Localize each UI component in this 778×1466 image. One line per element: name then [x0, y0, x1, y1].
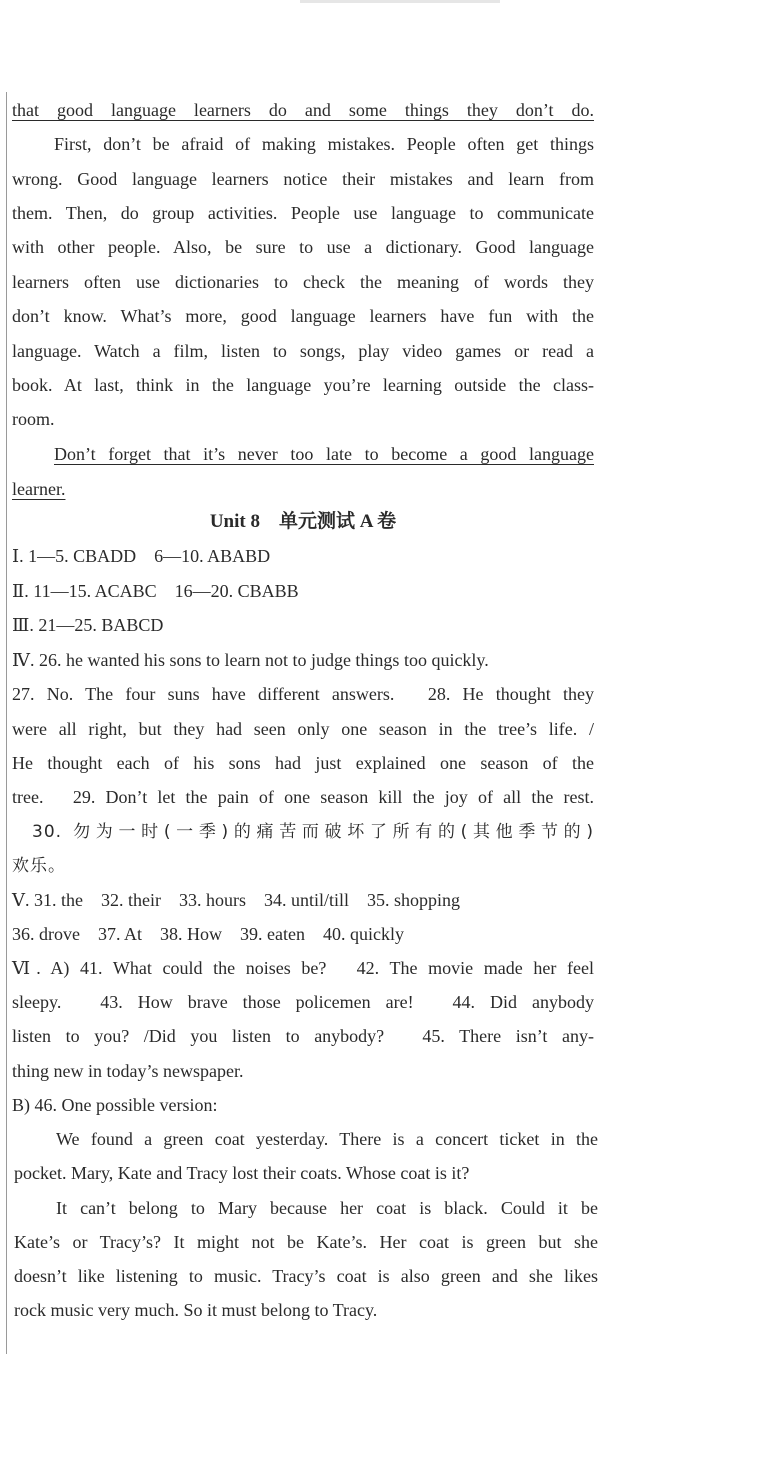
answer-line: Ⅴ. 31. the 32. their 33. hours 34. until/till 35. shopping [12, 890, 460, 910]
answer-line: thing new in today’s newspaper. [12, 1061, 244, 1081]
answer-line: sleepy. 43. How brave those policemen are! 44. Did anybody [12, 992, 594, 1012]
answer-line: B) 46. One possible version: [12, 1095, 218, 1115]
answer-line: 27. No. The four suns have different answers. 28. He thought they [12, 684, 594, 704]
scan-artifact [300, 0, 500, 3]
passage-line: them. Then, do group activities. People use language to communicate [12, 203, 594, 223]
passage-line: wrong. Good language learners notice their mistakes and learn from [12, 169, 594, 189]
answer-line: Ⅵ. A) 41. What could the noises be? 42. The movie made her feel [12, 958, 594, 978]
passage-line: book. At last, think in the language you’re learning outside the class- [12, 375, 594, 395]
passage-line: language. Watch a film, listen to songs, play video games or read a [12, 341, 594, 361]
passage-line: learners often use dictionaries to check the meaning of words they [12, 272, 594, 292]
answer-line: were all right, but they had seen only one season in the tree’s life. / [12, 719, 594, 739]
answer-line: tree. 29. Don’t let the pain of one season kill the joy of all the rest. [12, 787, 594, 807]
answer-line: Ⅳ. 26. he wanted his sons to learn not to judge things too quickly. [12, 650, 489, 670]
passage-line: with other people. Also, be sure to use a dictionary. Good language [12, 237, 594, 257]
margin-rule [6, 92, 7, 1354]
essay-line: We found a green coat yesterday. There is a concert ticket in the [56, 1129, 598, 1149]
answer-line: 36. drove 37. At 38. How 39. eaten 40. quickly [12, 924, 404, 944]
answer-line-chinese: 30. 勿为一时(一季)的痛苦而破坏了所有的(其他季节的) [32, 822, 594, 842]
answer-line: listen to you? /Did you listen to anybody? 45. There isn’t any- [12, 1026, 594, 1046]
answer-line: Ⅲ. 21—25. BABCD [12, 615, 164, 635]
answer-line: He thought each of his sons had just explained one season of the [12, 753, 594, 773]
essay-line: rock music very much. So it must belong to Tracy. [14, 1300, 378, 1320]
answer-line-chinese: 欢乐。 [12, 856, 66, 876]
passage-line-underlined: learner. [12, 479, 66, 499]
essay-line: pocket. Mary, Kate and Tracy lost their coats. Whose coat is it? [14, 1163, 470, 1183]
passage-line-underlined: Don’t forget that it’s never too late to become a good language [54, 444, 594, 464]
answer-line: Ⅱ. 11—15. ACABC 16—20. CBABB [12, 581, 299, 601]
passage-line: First, don’t be afraid of making mistakes. People often get things [54, 134, 594, 154]
essay-line: Kate’s or Tracy’s? It might not be Kate’s. Her coat is green but she [14, 1232, 598, 1252]
unit-heading: Unit 8 单元测试 A 卷 [209, 511, 397, 532]
passage-line-underlined: that good language learners do and some things they don’t do. [12, 100, 594, 120]
passage-line: room. [12, 409, 55, 429]
answer-line: Ⅰ. 1—5. CBADD 6—10. ABABD [12, 546, 271, 566]
essay-line: doesn’t like listening to music. Tracy’s coat is also green and she likes [14, 1266, 598, 1286]
passage-line: don’t know. What’s more, good language learners have fun with the [12, 306, 594, 326]
essay-line: It can’t belong to Mary because her coat is black. Could it be [56, 1198, 598, 1218]
